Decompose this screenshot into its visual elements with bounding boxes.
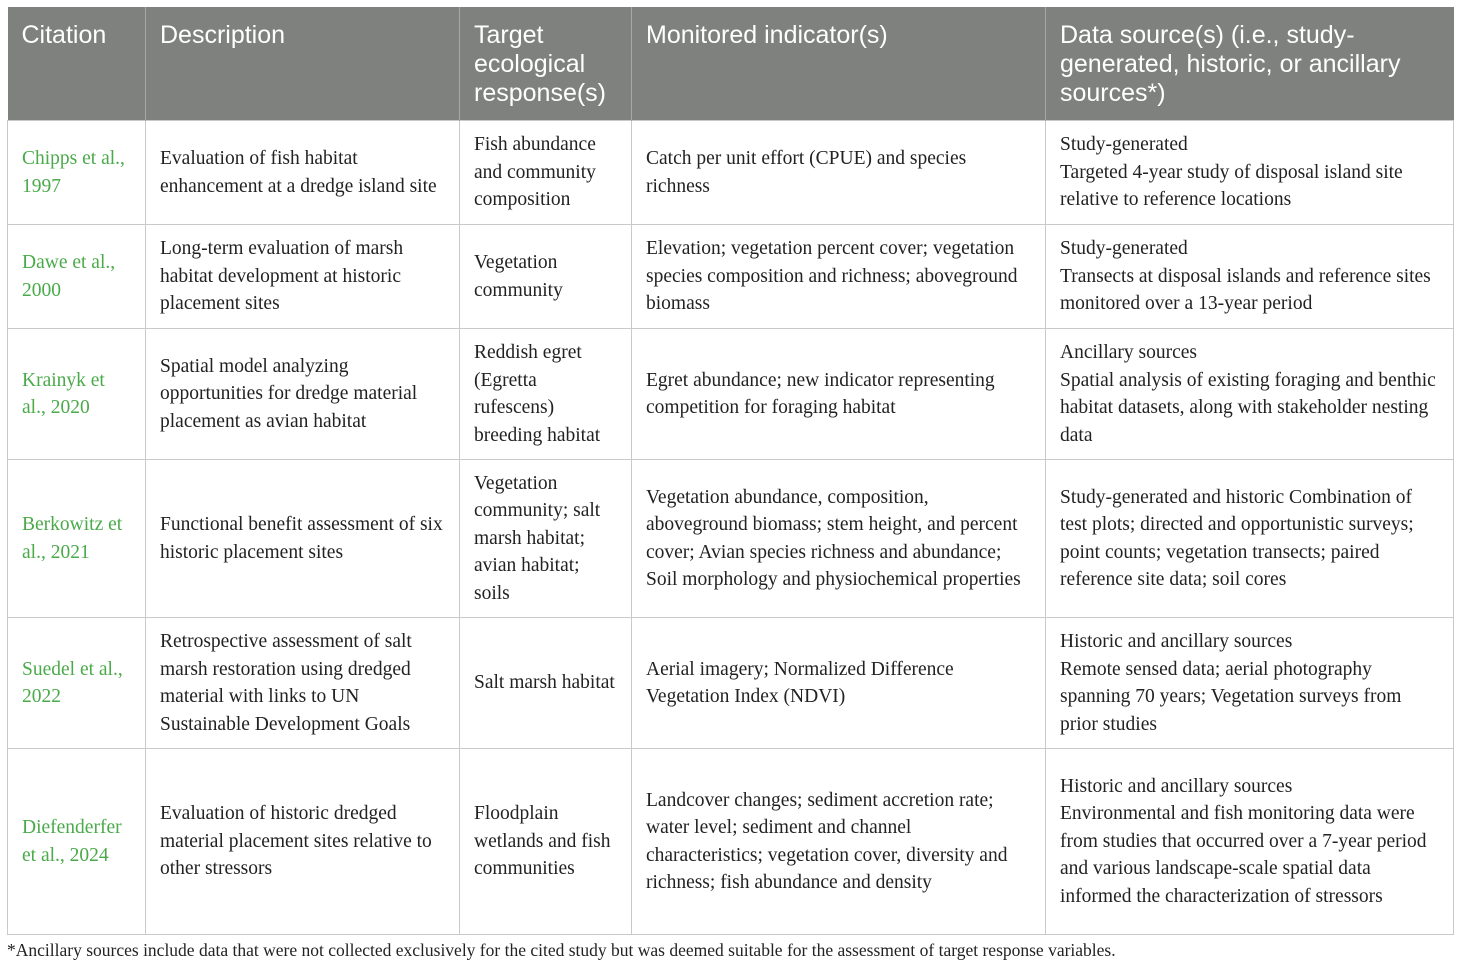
data-source-cell [1046,121,1454,225]
response-cell: Vegetation community; salt marsh habitat; avian habitat; soils [460,460,632,618]
source-detail: Targeted 4-year study of disposal island site relative to reference locations [1060,161,1403,211]
data-source-cell [1046,618,1454,749]
source-type: Ancillary sources [1060,342,1197,363]
description-cell: Long-term evaluation of marsh habitat development at historic placement sites [146,225,460,329]
indicators-cell: Elevation; vegetation percent cover; vegetation species composition and richness; aboveground biomass [632,225,1046,329]
citation-link[interactable]: Diefenderfer et al., 2024 [8,749,146,935]
source-type: Study-generated and historic Combination of test plots; directed and opportunistic surveys; point counts; vegetation transects; paired reference site data; soil cores [1060,486,1414,590]
description-cell: Evaluation of fish habitat enhancement at a dredge island site [146,121,460,225]
source-detail: Spatial analysis of existing foraging and benthic habitat datasets, along with stakeholder nesting data [1060,369,1436,446]
description-cell: Retrospective assessment of salt marsh restoration using dredged material with links to UN Sustainable Development Goals [146,618,460,749]
source-detail: Remote sensed data; aerial photography spanning 70 years; Vegetation surveys from prior studies [1060,658,1402,735]
header-data-sources: Data source(s) (i.e., study-generated, historic, or ancillary sources*) [1046,7,1454,121]
table-row [8,329,1454,460]
table-row [8,618,1454,749]
table-row [8,460,1454,618]
citation-link[interactable]: Suedel et al., 2022 [8,618,146,749]
source-type: Historic and ancillary sources [1060,631,1293,652]
data-source-cell [1046,225,1454,329]
indicators-cell: Vegetation abundance, composition, aboveground biomass; stem height, and percent cover; Avian species richness and abundance; Soil morphology and physiochemical properties [632,460,1046,618]
data-source-cell [1046,329,1454,460]
header-monitored-indicators: Monitored indicator(s) [632,7,1046,121]
table-row [8,225,1454,329]
response-cell: Salt marsh habitat [460,618,632,749]
citation-link[interactable]: Krainyk et al., 2020 [8,329,146,460]
source-type: Study-generated [1060,238,1188,260]
description-cell: Evaluation of historic dredged material placement sites relative to other stressors [146,749,460,935]
response-cell: Fish abundance and community composition [460,121,632,225]
study-table [7,7,1454,935]
response-cell: Vegetation community [460,225,632,329]
indicators-cell: Landcover changes; sediment accretion rate; water level; sediment and channel characteristics; vegetation cover, diversity and richness; fish abundance and density [632,749,1046,935]
citation-link[interactable]: Chipps et al., 1997 [8,121,146,225]
indicators-cell: Egret abundance; new indicator representing competition for foraging habitat [632,329,1046,460]
source-detail: Transects at disposal islands and reference sites monitored over a 13-year period [1060,265,1431,315]
data-source-cell [1046,460,1454,618]
source-type: Study-generated [1060,134,1188,156]
header-citation: Citation [8,7,146,121]
response-cell: Floodplain wetlands and fish communities [460,749,632,935]
table-footnote: *Ancillary sources include data that were not collected exclusively for the cited study but was deemed suitable for the assessment of target response variables. [7,940,1116,960]
citation-link[interactable]: Dawe et al., 2000 [8,225,146,329]
description-cell: Spatial model analyzing opportunities for dredge material placement as avian habitat [146,329,460,460]
source-detail: Environmental and fish monitoring data were from studies that occurred over a 7-year period and various landscape-scale spatial data informed the characterization of stressors [1060,803,1427,907]
study-table-container [7,7,1453,935]
table-header-row [8,7,1454,121]
header-description: Description [146,7,460,121]
description-cell: Functional benefit assessment of six historic placement sites [146,460,460,618]
table-row [8,749,1454,935]
data-source-cell [1046,749,1454,935]
header-target-response: Target ecological response(s) [460,7,632,121]
table-row [8,121,1454,225]
source-type: Historic and ancillary sources [1060,775,1293,797]
indicators-cell: Aerial imagery; Normalized Difference Vegetation Index (NDVI) [632,618,1046,749]
citation-link[interactable]: Berkowitz et al., 2021 [8,460,146,618]
response-cell: Reddish egret (Egretta rufescens) breeding habitat [460,329,632,460]
indicators-cell: Catch per unit effort (CPUE) and species richness [632,121,1046,225]
